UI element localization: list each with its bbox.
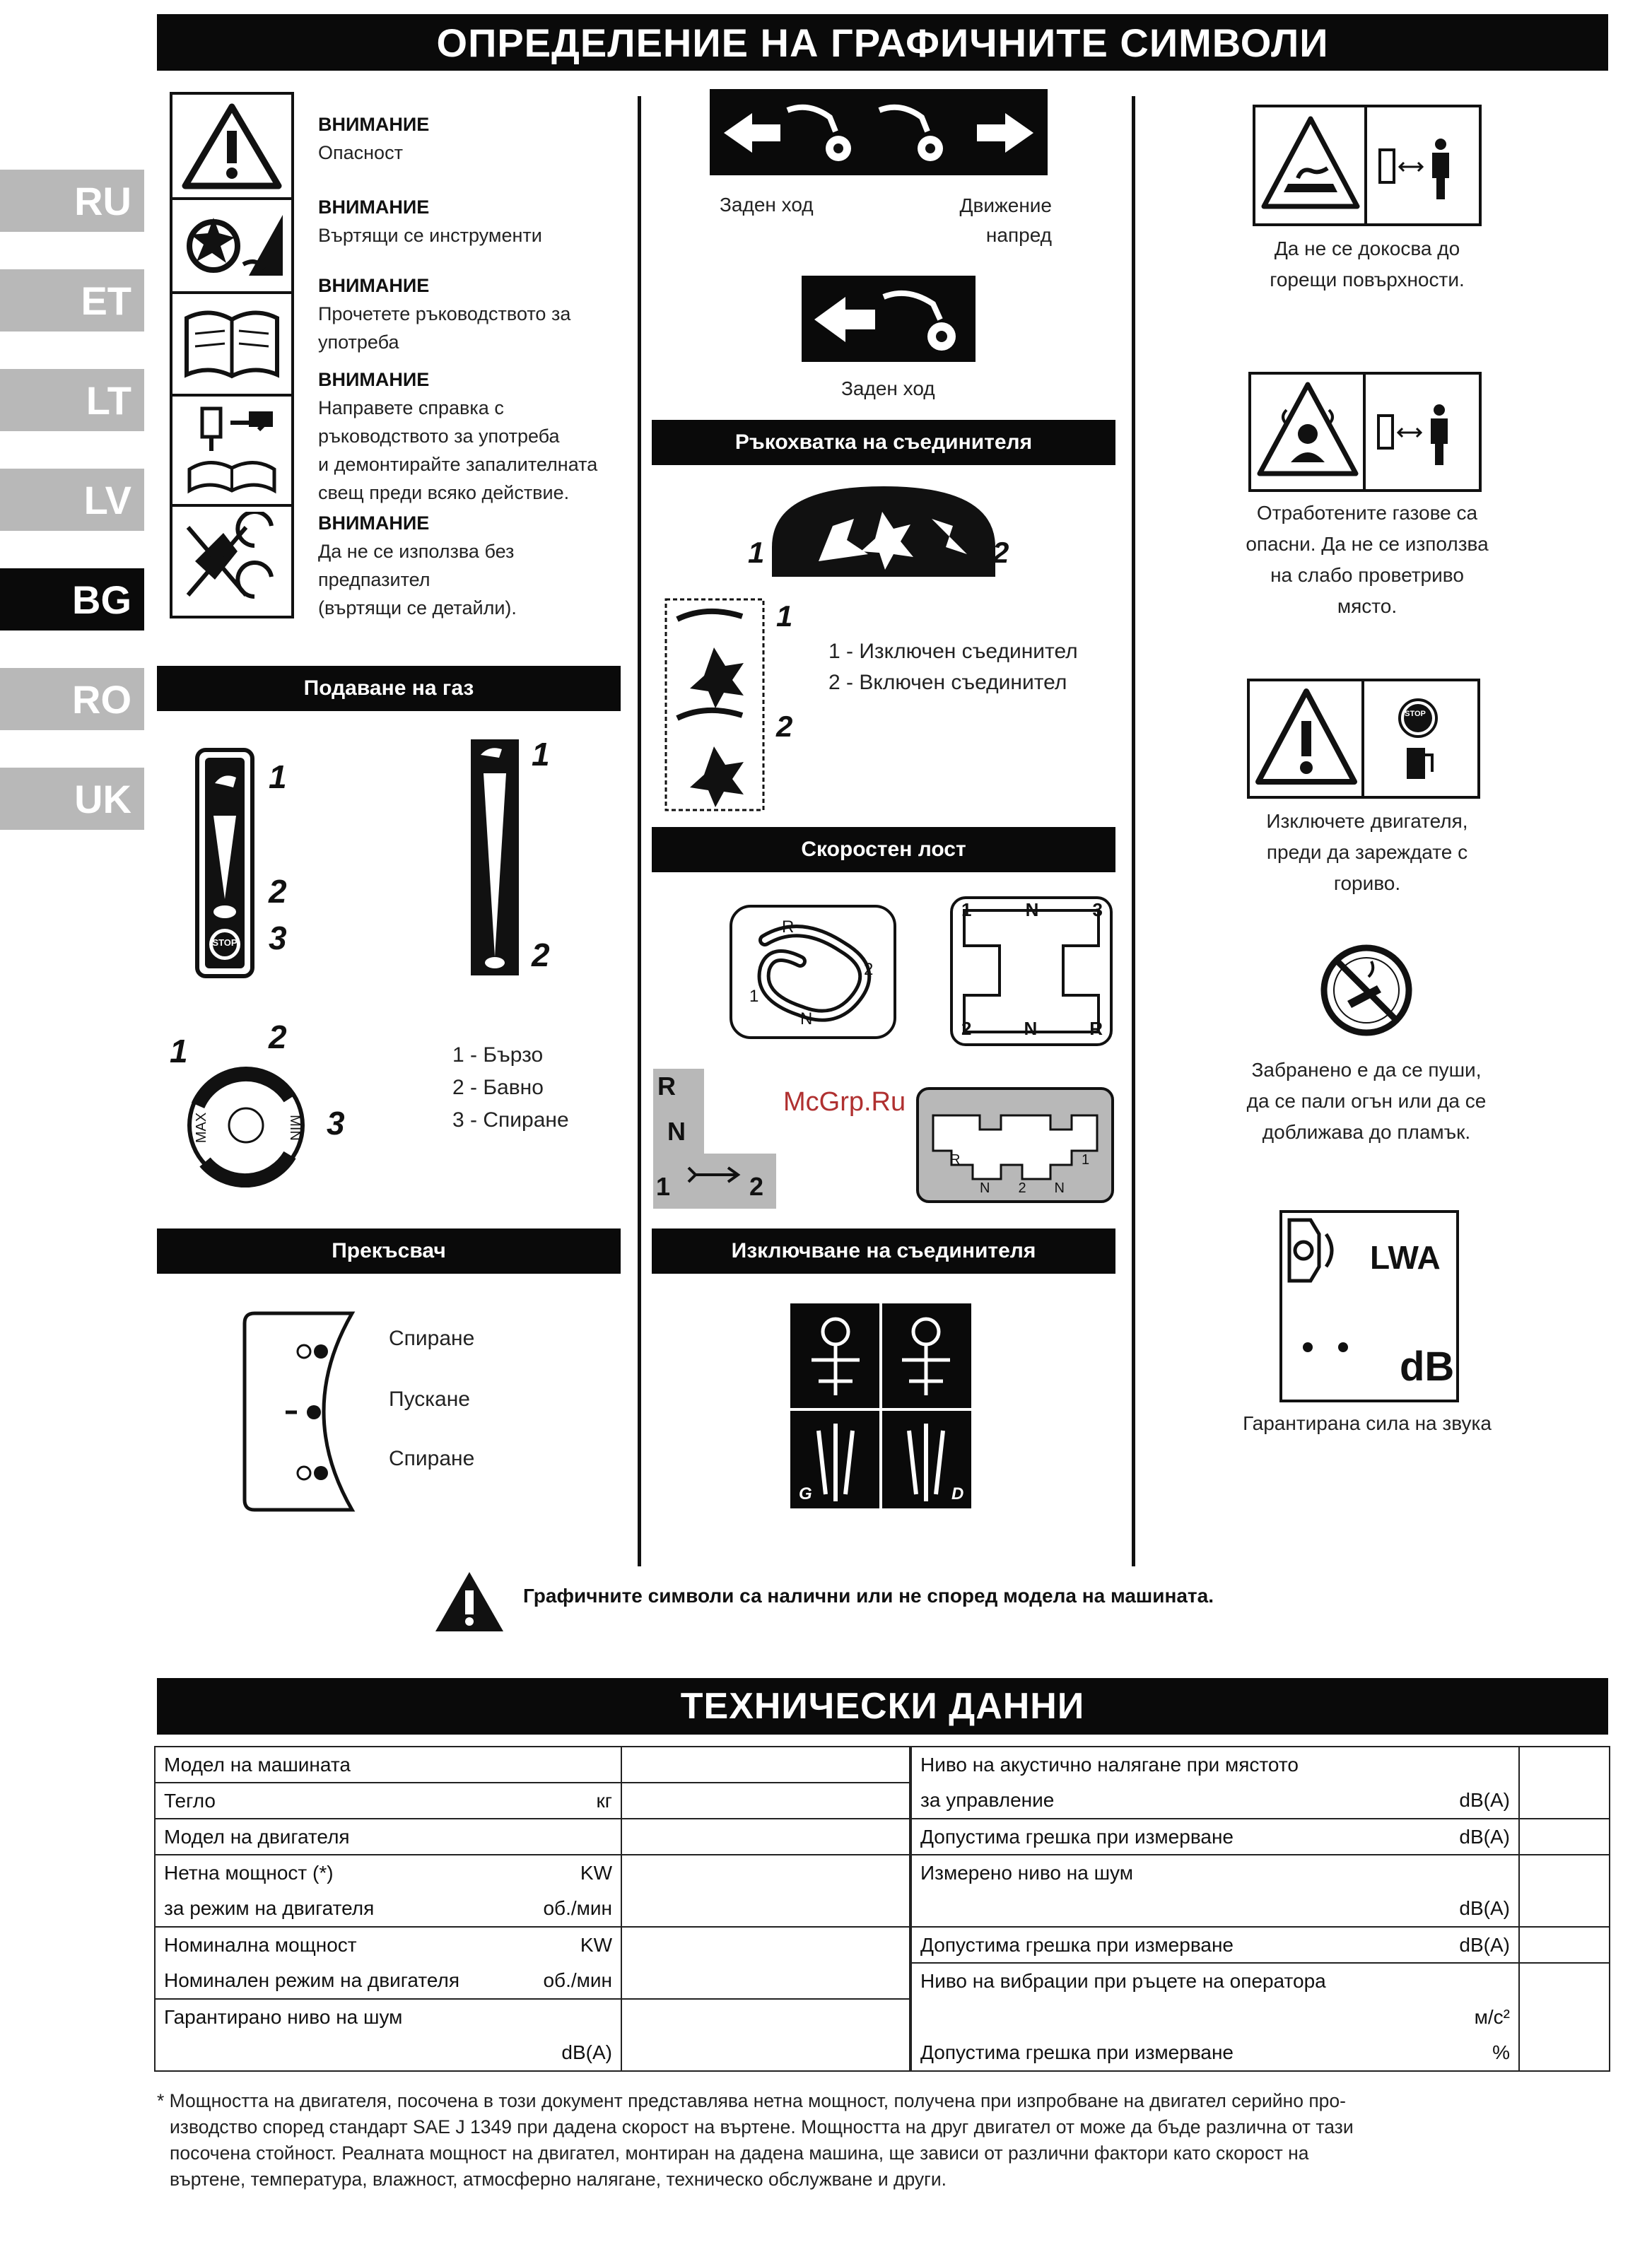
throttle-lever-1: 1 bbox=[269, 758, 287, 795]
refuel-stop-label: STOP bbox=[1405, 710, 1426, 718]
gear-a-1: 1 bbox=[749, 987, 759, 1006]
clutch-handle-icon bbox=[769, 483, 998, 580]
gear-a-n: N bbox=[800, 1009, 813, 1028]
table-row: Гарантирано ниво на шум bbox=[155, 1999, 910, 2035]
gear-d-1: 1 bbox=[1082, 1152, 1090, 1168]
value-cell[interactable] bbox=[1519, 1963, 1610, 2071]
hot-surface-icon bbox=[1253, 105, 1482, 226]
gear-d-bottom: N 2 N bbox=[980, 1180, 1065, 1196]
clutch-state-1: 1 bbox=[776, 599, 793, 633]
dial-max-label: MAX bbox=[194, 1112, 210, 1144]
warning-3-text: ВНИМАНИЕ Прочетете ръководството за употреба bbox=[318, 275, 571, 353]
throttle-header: Подаване на газ bbox=[157, 666, 621, 711]
exhaust-gas-icon bbox=[1248, 372, 1482, 492]
gear-c-r: R bbox=[657, 1072, 676, 1101]
value-cell[interactable] bbox=[1519, 1855, 1610, 1927]
gear-lever-header: Скоростен лост bbox=[652, 827, 1115, 872]
throttle-lever-3: 3 bbox=[269, 920, 287, 956]
clutch-states-icon bbox=[664, 598, 765, 811]
table-row: Измерено ниво на шум bbox=[911, 1855, 1610, 1891]
lwa-label: LWA bbox=[1370, 1239, 1441, 1276]
gear-d-r: R bbox=[950, 1152, 961, 1168]
table-row: Номинален режим на двигателя об./мин bbox=[155, 1963, 910, 1999]
column-divider-left bbox=[638, 96, 641, 1566]
switch-stop-2: Спиране bbox=[389, 1447, 475, 1470]
gear-c-2: 2 bbox=[749, 1172, 764, 1201]
forward-label: Движение напред bbox=[959, 194, 1052, 246]
lang-tab-ro[interactable]: RO bbox=[0, 668, 144, 730]
sound-power-text: Гарантирана сила на звука bbox=[1243, 1412, 1492, 1434]
table-row: Модел на двигателя bbox=[155, 1819, 910, 1855]
lang-tab-ru[interactable]: RU bbox=[0, 170, 144, 232]
gear-c-1: 1 bbox=[656, 1172, 671, 1201]
exhaust-text: Отработените газове са опасни. Да не се използва на слабо проветриво място. bbox=[1246, 502, 1489, 617]
rotating-tools-icon bbox=[178, 205, 286, 287]
footnote: * Мощността на двигателя, посочена в този документ представлява нетна мощност, получена при изпробване на двигател серийно про- изводство според стандарт SAE J 1349 при дадена скорост на въртене. Мощността на друг двигател от може да бъде различна от тази посочена стойност. Реалната мощност на двигател, монтиран на дадена машина, ще зависи от различни фактори като скорост на въртене, температура, влажност, атмосферно налягане, техническо обслужване и други. bbox=[157, 2090, 1354, 2190]
throttle-slider-2: 2 bbox=[532, 937, 550, 973]
throttle-stop-label: STOP bbox=[212, 937, 238, 948]
throttle-slider-1: 1 bbox=[532, 736, 550, 773]
table-row: Модел на машината bbox=[155, 1747, 910, 1783]
gear-c-n: N bbox=[667, 1117, 686, 1146]
no-guard-icon bbox=[181, 512, 283, 611]
warning-4-text: ВНИМАНИЕ Направете справка с ръководството за употреба и демонтирайте запалителната свещ преди всяко действие. bbox=[318, 369, 598, 503]
no-smoking-text: Забранено е да се пуши, да се пали огън или да се доближава до пламък. bbox=[1246, 1059, 1487, 1143]
table-row: Тегло кг bbox=[155, 1783, 910, 1819]
clutch-state-2: 2 bbox=[776, 710, 793, 743]
gear-b-bottom: 2 N R bbox=[961, 1018, 1103, 1039]
switch-header: Прекъсвач bbox=[157, 1228, 621, 1274]
switch-stop-1: Спиране bbox=[389, 1327, 475, 1350]
note-text: Графичните символи са налични или не според модела на машината. bbox=[523, 1585, 1214, 1607]
lang-tab-lv[interactable]: LV bbox=[0, 469, 144, 531]
table-row: Нетна мощност (*) KW bbox=[155, 1855, 910, 1891]
db-label: dB bbox=[1400, 1344, 1455, 1390]
gear-a-r: R bbox=[782, 917, 795, 937]
value-cell[interactable] bbox=[1519, 1927, 1610, 1963]
manual-book-icon bbox=[181, 303, 283, 385]
clutch-legend: 1 - Изключен съединител 2 - Включен съединител bbox=[828, 640, 1078, 694]
watermark: McGrp.Ru bbox=[783, 1087, 906, 1117]
table-row: Ниво на акустично налягане при мястото bbox=[911, 1747, 1610, 1783]
value-cell[interactable] bbox=[621, 1747, 910, 1783]
throttle-slider-icon bbox=[469, 738, 520, 977]
table-row: Ниво на вибрации при ръцете на оператора bbox=[911, 1963, 1610, 1999]
table-row: за режим на двигателя об./мин bbox=[155, 1891, 910, 1927]
lang-tab-uk[interactable]: UK bbox=[0, 768, 144, 830]
clutch-left-mark: G bbox=[799, 1484, 812, 1503]
lang-tab-et[interactable]: ET bbox=[0, 269, 144, 332]
table-row: dB(A) bbox=[911, 1891, 1610, 1927]
value-cell[interactable] bbox=[1519, 1747, 1610, 1819]
gear-a-2: 2 bbox=[864, 960, 874, 979]
clutch-handle-1: 1 bbox=[748, 536, 765, 569]
lang-tab-bg[interactable]: BG bbox=[0, 568, 144, 631]
tech-table-left bbox=[154, 1746, 910, 2072]
gear-b-top: 1 N 3 bbox=[961, 899, 1103, 920]
value-cell[interactable] bbox=[621, 1819, 910, 1855]
tech-table-right bbox=[910, 1746, 1610, 2072]
direction-both-icon bbox=[710, 89, 1048, 175]
clutch-right-mark: D bbox=[951, 1484, 964, 1503]
table-row: м/с² bbox=[911, 1999, 1610, 2035]
lang-tab-lt[interactable]: LT bbox=[0, 369, 144, 431]
note-warning-icon bbox=[433, 1569, 506, 1634]
table-row: Допустима грешка при измерване dB(A) bbox=[911, 1927, 1610, 1963]
warning-triangle-icon bbox=[181, 102, 283, 190]
table-row: Номинална мощност KW bbox=[155, 1927, 910, 1963]
hot-surface-text: Да не се докосва до горещи повърхности. bbox=[1270, 237, 1465, 291]
switch-icon bbox=[240, 1309, 356, 1514]
dial-2: 2 bbox=[269, 1019, 287, 1055]
value-cell[interactable] bbox=[621, 1999, 910, 2071]
reverse-label: Заден ход bbox=[720, 194, 814, 216]
clutch-disengage-icon bbox=[790, 1303, 971, 1508]
warning-1-text: ВНИМАНИЕ Опасност bbox=[318, 114, 430, 163]
clutch-disengage-header: Изключване на съединителя bbox=[652, 1228, 1115, 1274]
page-title: ОПРЕДЕЛЕНИЕ НА ГРАФИЧНИТЕ СИМВОЛИ bbox=[157, 14, 1608, 71]
switch-start: Пускане bbox=[389, 1388, 470, 1411]
table-row: за управление dB(A) bbox=[911, 1783, 1610, 1819]
refuel-text: Изключете двигателя, преди да зареждате с гориво. bbox=[1266, 810, 1468, 894]
table-row: Допустима грешка при измерване % bbox=[911, 2035, 1610, 2071]
dial-1: 1 bbox=[170, 1033, 188, 1069]
dial-3: 3 bbox=[327, 1105, 345, 1142]
value-cell[interactable] bbox=[621, 1783, 910, 1819]
refuel-stop-icon bbox=[1247, 679, 1480, 799]
no-smoking-icon bbox=[1319, 943, 1414, 1038]
warning-2-text: ВНИМАНИЕ Въртящи се инструменти bbox=[318, 197, 542, 246]
tech-title: ТЕХНИЧЕСКИ ДАННИ bbox=[157, 1678, 1608, 1735]
value-cell[interactable] bbox=[621, 1855, 910, 1927]
dial-min-label: MIN bbox=[286, 1115, 303, 1141]
throttle-legend: 1 - Бързо 2 - Бавно 3 - Спиране bbox=[452, 1043, 569, 1132]
spark-plug-icon bbox=[181, 401, 283, 498]
value-cell[interactable] bbox=[621, 1927, 910, 1999]
clutch-handle-2: 2 bbox=[992, 536, 1009, 569]
value-cell[interactable] bbox=[1519, 1819, 1610, 1855]
table-row: dB(A) bbox=[155, 2035, 910, 2071]
reverse-only-label: Заден ход bbox=[841, 377, 935, 399]
clutch-handle-header: Ръкохватка на съединителя bbox=[652, 420, 1115, 465]
column-divider-right bbox=[1132, 96, 1135, 1566]
throttle-lever-2: 2 bbox=[269, 873, 287, 910]
table-row: Допустима грешка при измерване dB(A) bbox=[911, 1819, 1610, 1855]
reverse-only-icon bbox=[802, 276, 976, 362]
warning-5-text: ВНИМАНИЕ Да не се използва без предпазител (въртящи се детайли). bbox=[318, 512, 517, 618]
